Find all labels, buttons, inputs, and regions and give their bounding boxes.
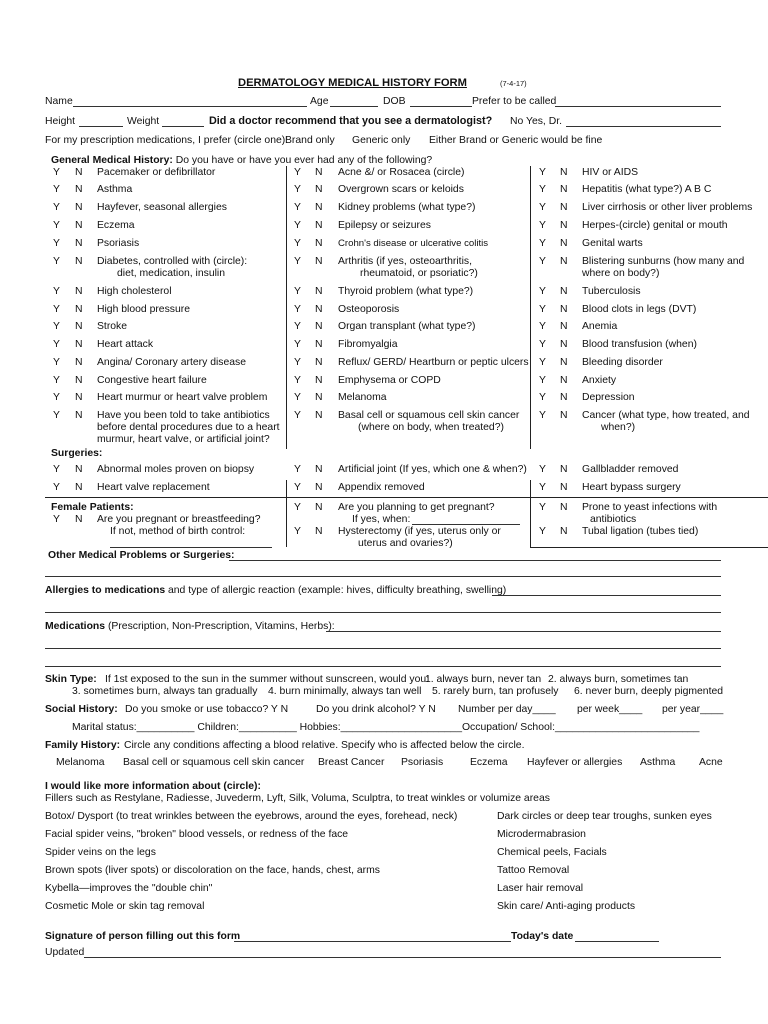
female-q4-no[interactable]: N [560,502,568,513]
surgery-yes[interactable]: Y [53,482,60,493]
todays-date-field[interactable] [575,941,659,942]
condition-yes[interactable]: Y [53,286,60,297]
condition-no[interactable]: N [315,339,323,350]
condition-yes[interactable]: Y [294,339,301,350]
skin-option-6[interactable]: 6. never burn, deeply pigmented [574,686,724,697]
condition-no[interactable]: N [560,321,568,332]
condition-detail: before dental procedures due to a heart [97,422,280,433]
condition-no[interactable]: N [75,184,83,195]
surgery-label: Heart valve replacement [97,482,210,493]
female-q1: Are you pregnant or breastfeeding? [97,514,261,525]
surgery-label: Gallbladder removed [582,464,679,475]
condition-no[interactable]: N [560,410,568,421]
surgery-no[interactable]: N [315,464,323,475]
condition-no[interactable]: N [315,184,323,195]
condition-label: Osteoporosis [338,304,400,315]
info-option[interactable]: Microdermabrasion [497,829,586,840]
surgery-yes[interactable]: Y [294,464,301,475]
condition-no[interactable]: N [560,167,568,178]
derm-question: Did a doctor recommend that you see a dermatologist? [209,115,493,127]
condition-yes[interactable]: Y [539,410,546,421]
condition-yes[interactable]: Y [294,304,301,315]
family-item-hayfever[interactable]: Hayfever or allergies [527,757,623,768]
condition-label: Bleeding disorder [582,357,663,368]
updated-label: Updated [45,947,85,958]
female-q5-yes[interactable]: Y [539,526,546,537]
condition-label: Melanoma [338,392,387,403]
allergies-label: Allergies to medications and type of allergic reaction (example: hives, difficulty breathing, swelling) [45,585,507,596]
info-option[interactable]: Dark circles or deep tear troughs, sunken eyes [497,811,712,822]
condition-yes[interactable]: Y [53,167,60,178]
condition-label: Anemia [582,321,618,332]
condition-yes[interactable]: Y [53,392,60,403]
female-q2-no[interactable]: N [315,502,323,513]
info-option[interactable]: Facial spider veins, "broken" blood vessels, or redness of the face [45,829,349,840]
condition-label: HIV or AIDS [582,167,639,178]
info-option[interactable]: Brown spots (liver spots) or discoloration on the face, hands, chest, arms [45,865,380,876]
social-history-label: Social History: [45,704,118,715]
condition-no[interactable]: N [560,256,568,267]
condition-yes[interactable]: Y [539,184,546,195]
condition-detail: diet, medication, insulin [117,268,226,279]
condition-no[interactable]: N [560,375,568,386]
condition-label: Blistering sunburns (how many and [582,256,745,267]
condition-yes[interactable]: Y [53,339,60,350]
condition-label: Kidney problems (what type?) [338,202,476,213]
other-line-2[interactable] [45,576,721,577]
info-option[interactable]: Cosmetic Mole or skin tag removal [45,901,205,912]
surgeries-heading: Surgeries: [51,448,103,459]
condition-yes[interactable]: Y [53,202,60,213]
condition-no[interactable]: N [315,220,323,231]
condition-yes[interactable]: Y [539,167,546,178]
family-item-melanoma[interactable]: Melanoma [56,757,105,768]
family-history-label: Family History: [45,740,121,751]
form-version: (7-4-17) [500,79,527,88]
info-option[interactable]: Chemical peels, Facials [497,847,607,858]
female-q5-no[interactable]: N [560,526,568,537]
skin-option-1[interactable]: 1. always burn, never tan [425,674,542,685]
general-history-heading: General Medical History: Do you have or have you ever had any of the following? [51,155,433,166]
medications-line-1[interactable] [326,631,721,632]
info-fillers[interactable]: Fillers such as Restylane, Radiesse, Juvederm, Lyft, Silk, Voluma, Sculptra, to treat winkles or volumize areas [45,793,550,804]
prefer-field[interactable] [555,106,721,107]
condition-yes[interactable]: Y [53,304,60,315]
family-item-asthma[interactable]: Asthma [640,757,676,768]
condition-no[interactable]: N [315,238,323,249]
weight-label: Weight [127,116,160,127]
surgery-yes[interactable]: Y [294,482,301,493]
condition-label: Epilepsy or seizures [338,220,431,231]
condition-yes[interactable]: Y [294,321,301,332]
info-option[interactable]: Laser hair removal [497,883,584,894]
condition-label: High blood pressure [97,304,190,315]
condition-yes[interactable]: Y [294,375,301,386]
condition-label: Genital warts [582,238,643,249]
prefer-label: Prefer to be called [472,96,557,107]
female-q5: Tubal ligation (tubes tied) [582,526,699,537]
info-option[interactable]: Kybella—improves the "double chin" [45,883,213,894]
info-option[interactable]: Spider veins on the legs [45,847,156,858]
name-label: Name [45,96,73,107]
more-info-heading: I would like more information about (circle): [45,781,261,792]
condition-label: Acne &/ or Rosacea (circle) [338,167,465,178]
drinks-per-day[interactable]: Number per day____ [458,704,556,715]
condition-yes[interactable]: Y [539,256,546,267]
condition-yes[interactable]: Y [53,357,60,368]
rx-either-option[interactable]: Either Brand or Generic would be fine [429,135,603,146]
female-q3: Hysterectomy (if yes, uterus only or [338,526,501,537]
female-q1-no[interactable]: N [75,514,83,525]
condition-label: Stroke [97,321,128,332]
age-label: Age [310,96,329,107]
condition-yes[interactable]: Y [294,167,301,178]
surgery-divider-2 [530,480,531,498]
condition-yes[interactable]: Y [539,220,546,231]
condition-no[interactable]: N [75,339,83,350]
condition-yes[interactable]: Y [294,286,301,297]
condition-no[interactable]: N [315,167,323,178]
family-history-question: Circle any conditions affecting a blood relative. Specify who is affected below the circle. [124,740,525,751]
condition-yes[interactable]: Y [294,220,301,231]
derm-answer: No Yes, Dr. [510,116,562,127]
condition-yes[interactable]: Y [539,238,546,249]
skin-option-2[interactable]: 2. always burn, sometimes tan [548,674,689,685]
signature-field[interactable] [234,941,511,942]
condition-yes[interactable]: Y [539,304,546,315]
female-heading: Female Patients: [51,502,134,513]
condition-label: Cancer (what type, how treated, and [582,410,750,421]
surgery-divider-1 [286,480,287,498]
tobacco-question[interactable]: Do you smoke or use tobacco? Y N [125,704,289,715]
condition-no[interactable]: N [75,220,83,231]
condition-yes[interactable]: Y [539,357,546,368]
weight-field[interactable] [162,126,204,127]
condition-yes[interactable]: Y [294,238,301,249]
condition-no[interactable]: N [75,286,83,297]
condition-no[interactable]: N [75,375,83,386]
condition-yes[interactable]: Y [294,410,301,421]
surgery-no[interactable]: N [75,482,83,493]
condition-yes[interactable]: Y [539,202,546,213]
condition-no[interactable]: N [75,357,83,368]
surgery-no[interactable]: N [75,464,83,475]
condition-yes[interactable]: Y [294,357,301,368]
drinks-per-week[interactable]: per week____ [577,704,643,715]
doctor-field[interactable] [566,126,721,127]
condition-label: Depression [582,392,635,403]
condition-no[interactable]: N [560,184,568,195]
family-item-skin-cancer[interactable]: Basal cell or squamous cell skin cancer [123,757,305,768]
birth-control-field[interactable] [110,547,272,548]
other-problems-label: Other Medical Problems or Surgeries: [48,550,235,561]
pregnancy-when-field[interactable] [412,524,520,525]
surgery-label: Artificial joint (If yes, which one & when?) [338,464,527,475]
condition-no[interactable]: N [315,256,323,267]
condition-label: Heart attack [97,339,154,350]
family-item-breast-cancer[interactable]: Breast Cancer [318,757,385,768]
signature-label: Signature of person filling out this form [45,931,241,942]
dob-label: DOB [383,96,406,107]
condition-label: Basal cell or squamous cell skin cancer [338,410,520,421]
female-q2: Are you planning to get pregnant? [338,502,495,513]
surgeries-bottom-rule [45,497,768,498]
condition-yes[interactable]: Y [53,184,60,195]
condition-label: Anxiety [582,375,617,386]
condition-label: Emphysema or COPD [338,375,441,386]
female-q4b: antibiotics [590,514,637,525]
info-option[interactable]: Tattoo Removal [497,865,570,876]
condition-label: Arthritis (if yes, osteoarthritis, [338,256,472,267]
condition-no[interactable]: N [315,375,323,386]
condition-no[interactable]: N [560,202,568,213]
female-q2b: If yes, when: [352,514,411,525]
condition-label: Congestive heart failure [97,375,207,386]
condition-yes[interactable]: Y [294,392,301,403]
condition-yes[interactable]: Y [539,339,546,350]
condition-yes[interactable]: Y [539,286,546,297]
info-option[interactable]: Skin care/ Anti-aging products [497,901,636,912]
female-q4: Prone to yeast infections with [582,502,718,513]
condition-yes[interactable]: Y [53,321,60,332]
condition-no[interactable]: N [75,167,83,178]
condition-no[interactable]: N [75,392,83,403]
form-title: DERMATOLOGY MEDICAL HISTORY FORM [238,77,467,89]
condition-yes[interactable]: Y [294,256,301,267]
skin-option-3[interactable]: 3. sometimes burn, always tan gradually [72,686,258,697]
height-label: Height [45,116,76,127]
drinks-per-year[interactable]: per year____ [662,704,724,715]
condition-yes[interactable]: Y [294,184,301,195]
condition-no[interactable]: N [560,357,568,368]
female-q2-yes[interactable]: Y [294,502,301,513]
family-item-acne[interactable]: Acne [699,757,723,768]
surgery-no[interactable]: N [560,464,568,475]
condition-label: Tuberculosis [582,286,641,297]
condition-yes[interactable]: Y [539,321,546,332]
condition-detail: (where on body, when treated?) [358,422,504,433]
condition-no[interactable]: N [75,410,83,421]
condition-label: Pacemaker or defibrillator [97,167,216,178]
condition-yes[interactable]: Y [294,202,301,213]
condition-detail: murmur, heart valve, or artificial joint? [97,434,270,445]
condition-no[interactable]: N [560,304,568,315]
condition-detail: when?) [601,422,636,433]
condition-no[interactable]: N [75,202,83,213]
alcohol-question[interactable]: Do you drink alcohol? Y N [316,704,436,715]
condition-no[interactable]: N [560,220,568,231]
condition-no[interactable]: N [315,357,323,368]
surgery-yes[interactable]: Y [539,464,546,475]
female-q3-no[interactable]: N [315,526,323,537]
medications-label: Medications (Prescription, Non-Prescription, Vitamins, Herbs): [45,621,335,632]
female-divider-2 [530,497,531,547]
name-field[interactable] [73,106,307,107]
surgery-yes[interactable]: Y [539,482,546,493]
todays-date-label: Today's date [511,931,574,942]
allergies-line-2[interactable] [45,612,721,613]
surgery-no[interactable]: N [315,482,323,493]
dob-field[interactable] [410,106,472,107]
updated-field[interactable] [84,957,721,958]
rx-generic-option[interactable]: Generic only [352,135,411,146]
condition-no[interactable]: N [75,321,83,332]
condition-no[interactable]: N [315,410,323,421]
condition-no[interactable]: N [315,321,323,332]
skin-option-5[interactable]: 5. rarely burn, tan profusely [432,686,559,697]
condition-yes[interactable]: Y [53,220,60,231]
condition-yes[interactable]: Y [539,375,546,386]
allergies-line-1[interactable] [492,595,721,596]
condition-label: Diabetes, controlled with (circle): [97,256,248,267]
surgery-label: Abnormal moles proven on biopsy [97,464,255,475]
family-item-psoriasis[interactable]: Psoriasis [401,757,444,768]
condition-label: Blood clots in legs (DVT) [582,304,697,315]
info-option[interactable]: Botox/ Dysport (to treat wrinkles between the eyebrows, around the eyes, forehead, neck) [45,811,458,822]
marital-children-hobbies-line[interactable]: Marital status:__________ Children:__________ Hobbies:_____________________Occupation/ School:_________________________ [72,722,700,733]
condition-label: Angina/ Coronary artery disease [97,357,247,368]
medications-line-2[interactable] [45,648,721,649]
condition-no[interactable]: N [560,238,568,249]
condition-yes[interactable]: Y [53,410,60,421]
condition-no[interactable]: N [315,304,323,315]
rx-pref-label: For my prescription medications, I prefer (circle one): [45,135,289,146]
condition-label: Reflux/ GERD/ Heartburn or peptic ulcers [338,357,529,368]
skin-type-question: If 1st exposed to the sun in the summer without sunscreen, would you: [105,674,430,685]
female-q4-yes[interactable]: Y [539,502,546,513]
condition-label: Blood transfusion (when) [582,339,697,350]
female-q3-yes[interactable]: Y [294,526,301,537]
condition-no[interactable]: N [315,286,323,297]
height-field[interactable] [79,126,123,127]
condition-no[interactable]: N [560,392,568,403]
condition-label: Liver cirrhosis or other liver problems [582,202,753,213]
condition-label: Eczema [97,220,135,231]
condition-label: High cholesterol [97,286,172,297]
female-q3b: uterus and ovaries?) [358,538,453,549]
age-field[interactable] [330,106,378,107]
condition-yes[interactable]: Y [53,375,60,386]
condition-label: Herpes-(circle) genital or mouth [582,220,728,231]
condition-label: Hepatitis (what type?) A B C [582,184,712,195]
condition-label: Thyroid problem (what type?) [338,286,474,297]
condition-yes[interactable]: Y [53,238,60,249]
condition-no[interactable]: N [315,392,323,403]
female-bottom-rule [530,547,768,548]
female-divider-1 [286,497,287,547]
condition-label: Heart murmur or heart valve problem [97,392,268,403]
surgery-yes[interactable]: Y [53,464,60,475]
condition-no[interactable]: N [75,304,83,315]
condition-no[interactable]: N [75,238,83,249]
condition-no[interactable]: N [75,256,83,267]
condition-label: Hayfever, seasonal allergies [97,202,227,213]
condition-detail: where on body?) [582,268,660,279]
condition-yes[interactable]: Y [53,256,60,267]
condition-detail: rheumatoid, or psoriatic?) [360,268,478,279]
other-line-1[interactable] [229,560,721,561]
condition-label: Fibromyalgia [338,339,398,350]
skin-type-row: Skin Type: [45,674,97,685]
condition-no[interactable]: N [560,286,568,297]
surgery-label: Appendix removed [338,482,425,493]
condition-yes[interactable]: Y [539,392,546,403]
female-q1b: If not, method of birth control: [110,526,246,537]
female-q1-yes[interactable]: Y [53,514,60,525]
condition-label: Crohn's disease or ulcerative colitis [338,238,489,249]
condition-label: Overgrown scars or keloids [338,184,464,195]
skin-option-4[interactable]: 4. burn minimally, always tan well [268,686,422,697]
condition-label: Have you been told to take antibiotics [97,410,270,421]
surgery-no[interactable]: N [560,482,568,493]
rx-brand-option[interactable]: Brand only [285,135,335,146]
condition-label: Asthma [97,184,133,195]
condition-no[interactable]: N [560,339,568,350]
condition-label: Organ transplant (what type?) [338,321,476,332]
condition-no[interactable]: N [315,202,323,213]
condition-label: Psoriasis [97,238,140,249]
surgery-label: Heart bypass surgery [582,482,681,493]
medications-line-3[interactable] [45,666,721,667]
column-divider-1 [286,166,287,449]
column-divider-2 [530,166,531,449]
family-item-eczema[interactable]: Eczema [470,757,508,768]
